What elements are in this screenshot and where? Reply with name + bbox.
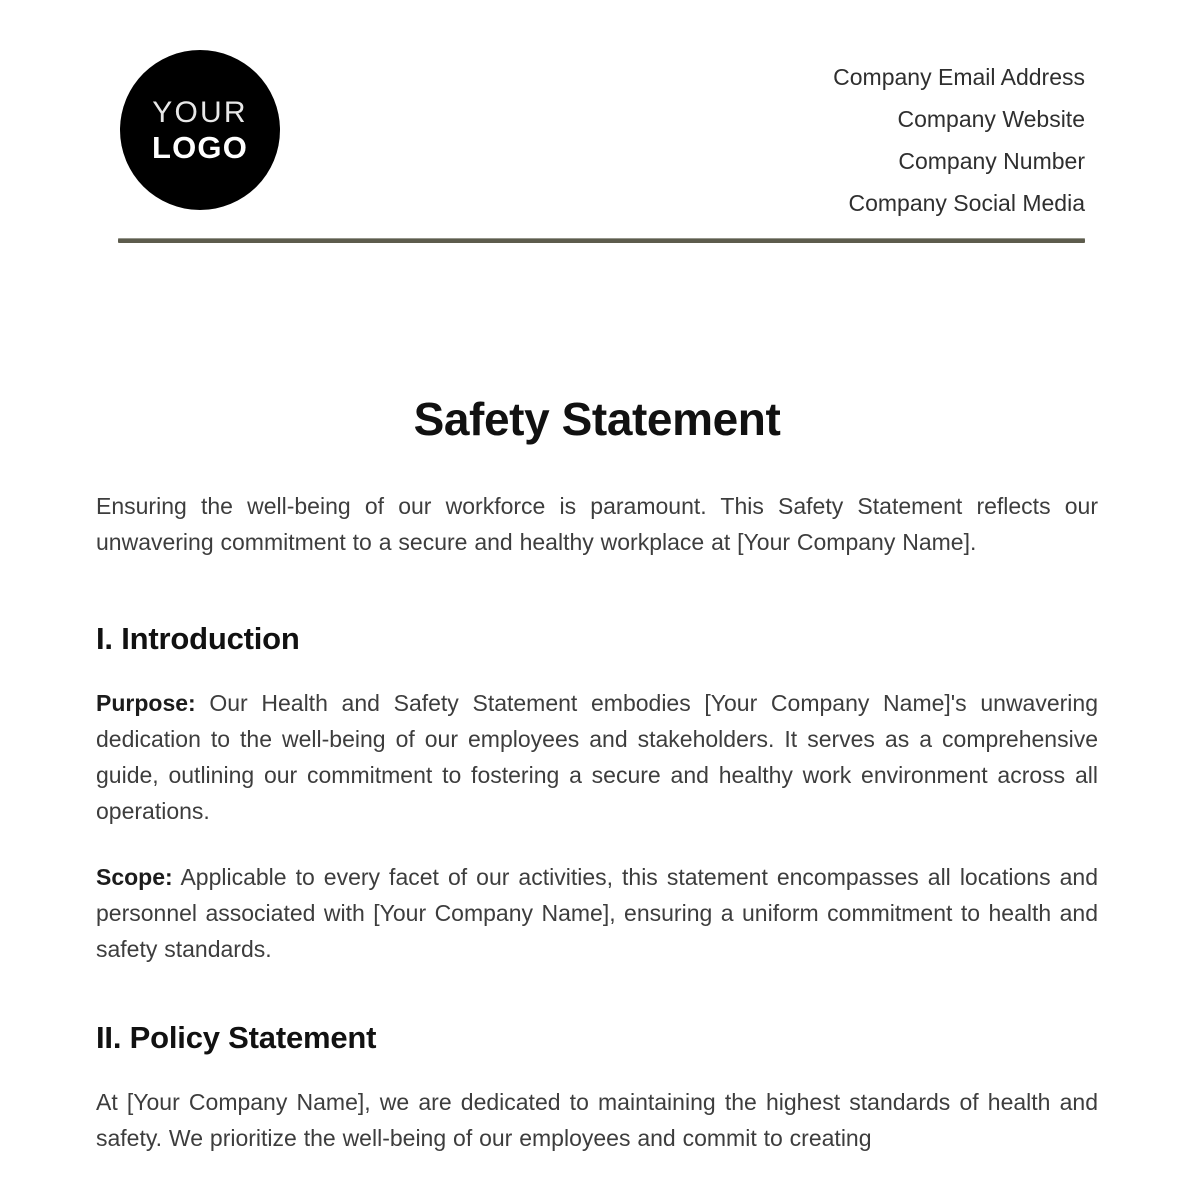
company-logo — [120, 50, 280, 210]
header-divider — [118, 238, 1085, 243]
paragraph-scope — [96, 859, 1098, 967]
paragraph-policy-statement: At [Your Company Name], we are dedicated to maintaining the highest standards of health and safety. We prioritize the well-being of our employees and commit to creating — [96, 1089, 1098, 1152]
document-body — [0, 393, 1200, 1156]
document-header — [0, 0, 1200, 216]
company-contact-info — [833, 56, 1085, 224]
paragraph-text-purpose: Our Health and Safety Statement embodies [Your Company Name]'s unwavering dedication to the well-being of our employees and stakeholders. It serves as a comprehensive guide, outlining our commitment to fostering a secure and healthy work environment across all operations. — [96, 690, 1098, 825]
logo-text-logo: LOGO — [151, 129, 249, 165]
contact-number: Company Number — [898, 148, 1085, 174]
contact-email-address: Company Email Address — [833, 64, 1085, 90]
paragraph-lead-scope: Scope: — [96, 864, 173, 891]
logo-text-your: YOUR — [152, 95, 248, 129]
paragraph-purpose — [96, 685, 1098, 829]
contact-social-media: Company Social Media — [848, 190, 1085, 216]
section-heading-policy-statement: II. Policy Statement — [96, 1020, 377, 1056]
intro-paragraph: Ensuring the well-being of our workforce is paramount. This Safety Statement reflects our unwavering commitment to a secure and healthy workplace at [Your Company Name]. — [96, 492, 1098, 555]
section-heading-introduction: I. Introduction — [96, 620, 300, 656]
paragraph-lead-purpose: Purpose: — [96, 690, 196, 717]
paragraph-text-scope: Applicable to every facet of our activities, this statement encompasses all locations and personnel associated with [Your Company Name], ensuring a uniform commitment to health and safety standards. — [96, 864, 1098, 963]
contact-website: Company Website — [897, 106, 1085, 132]
page-title: Safety Statement — [413, 393, 781, 445]
header-divider-wrap — [0, 238, 1200, 243]
